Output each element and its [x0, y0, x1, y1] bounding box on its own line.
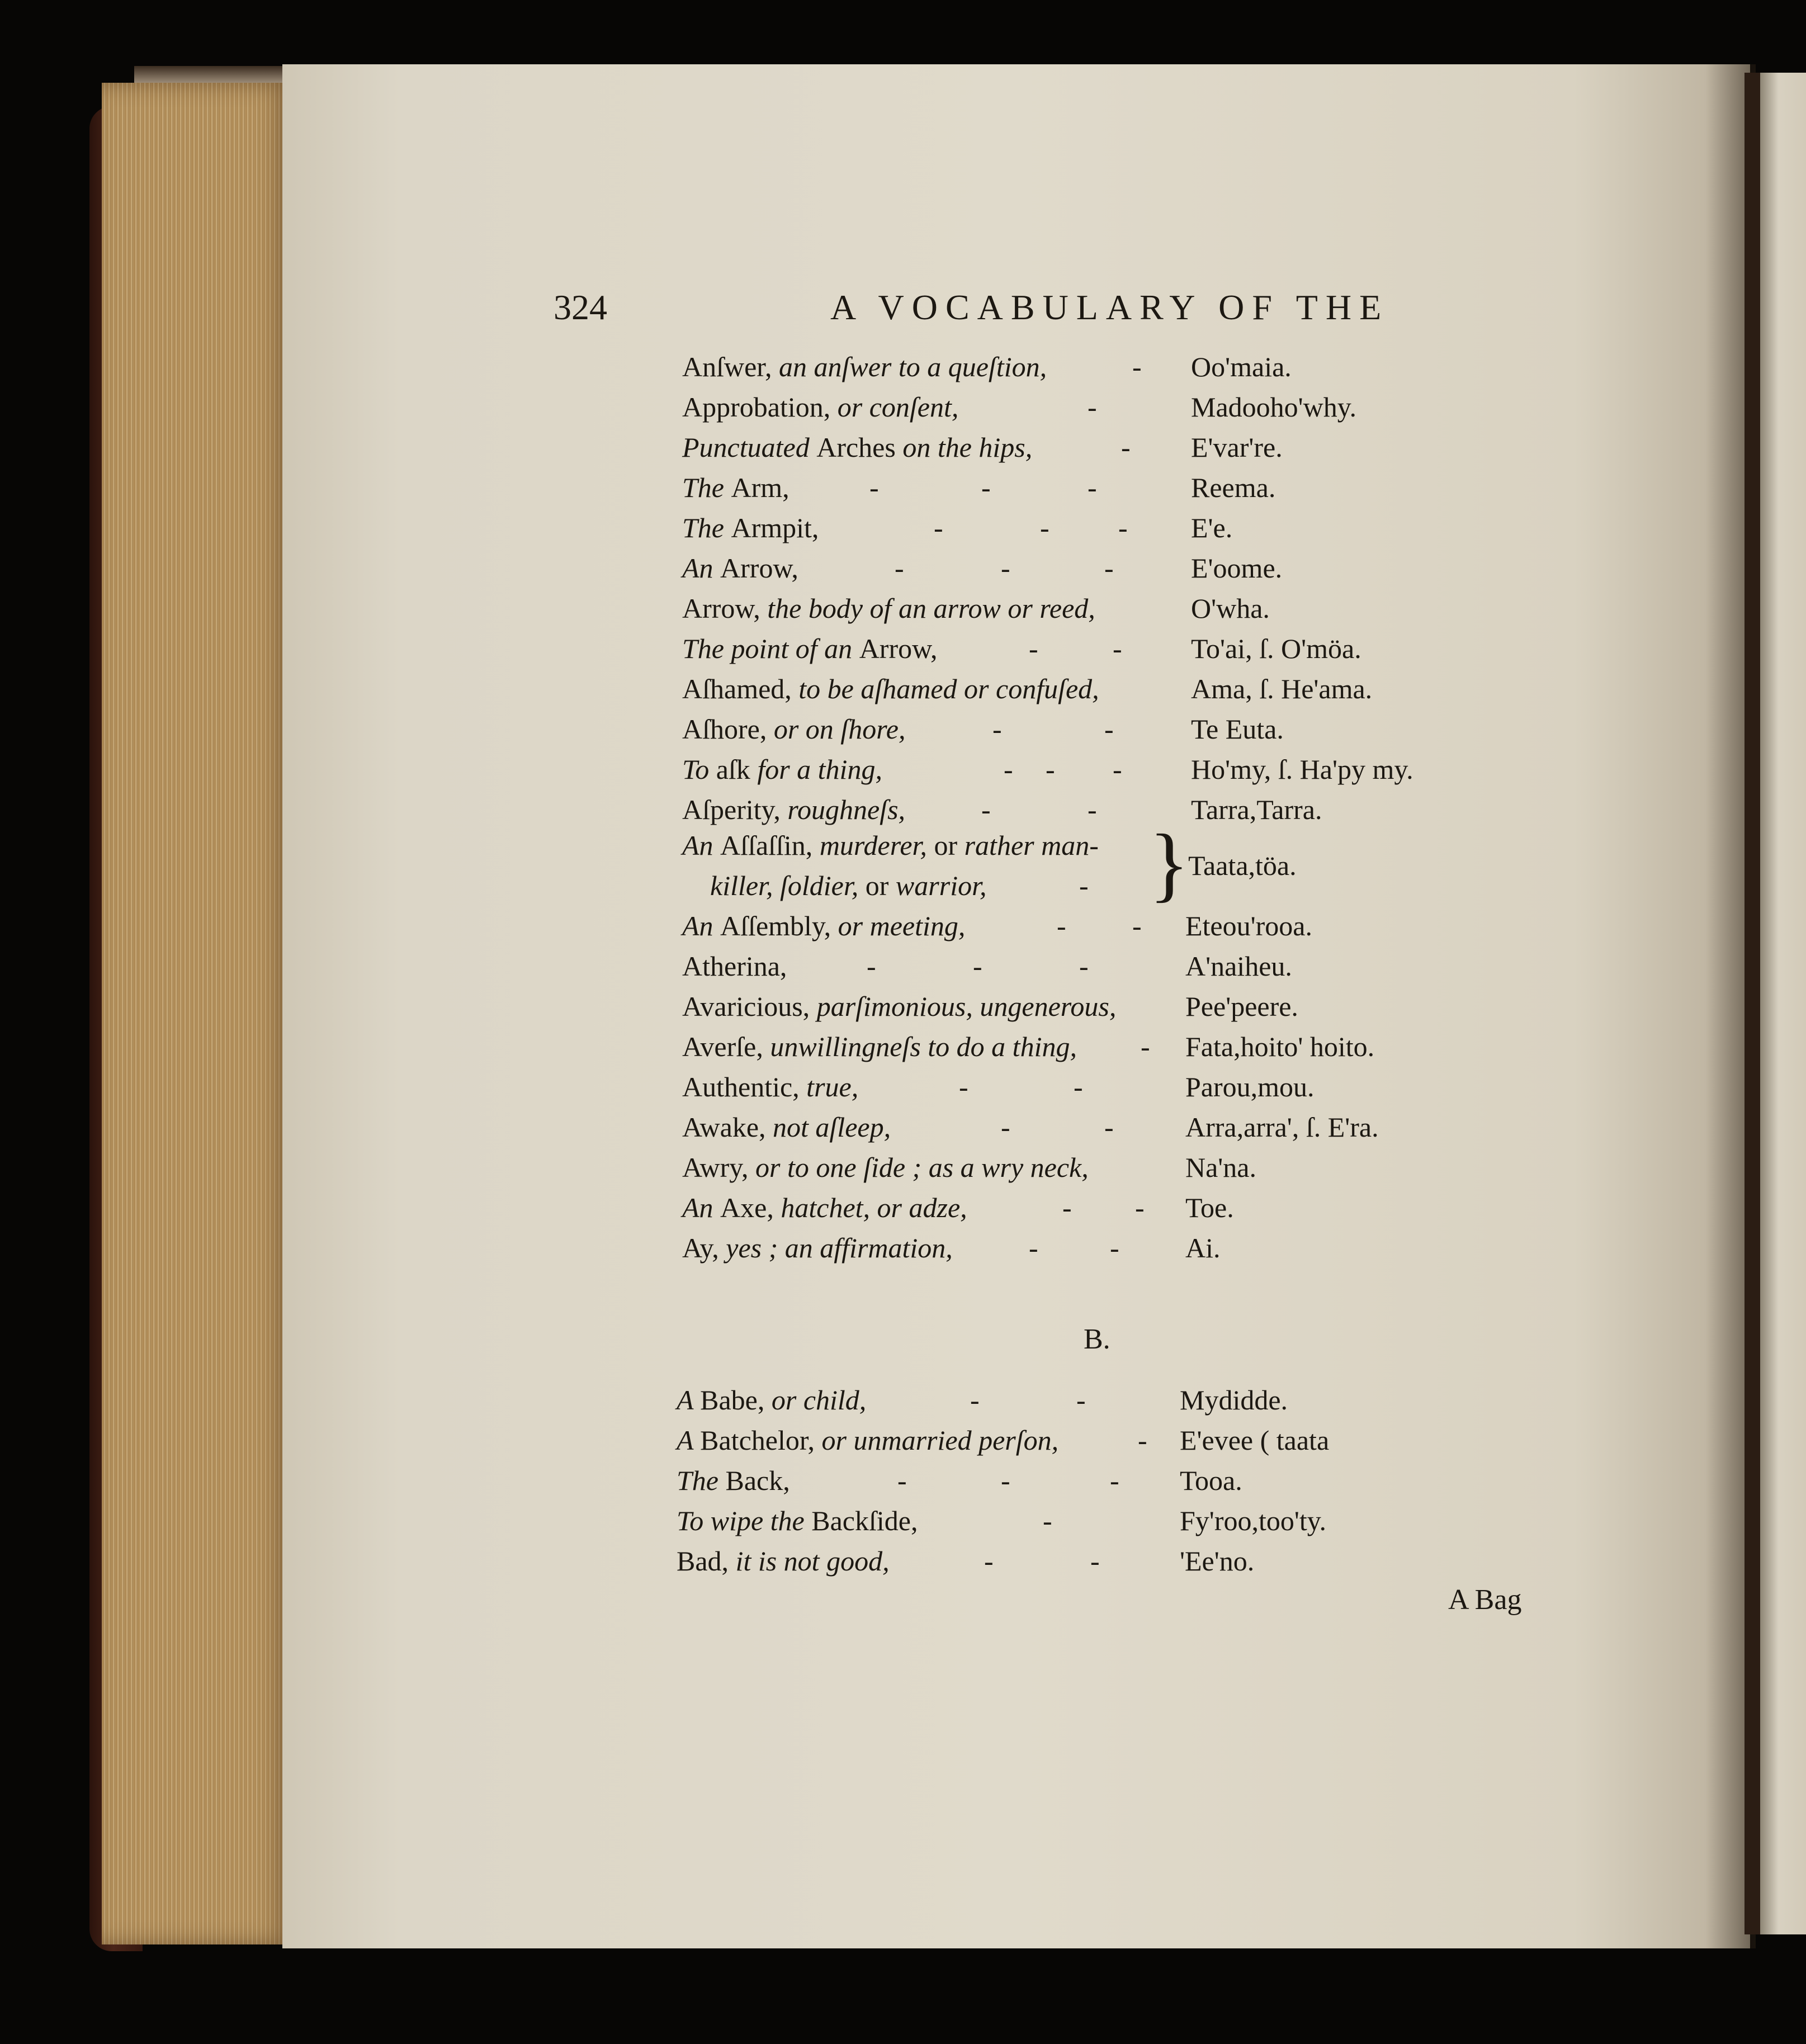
vocab-entry	[0, 548, 1806, 588]
term-roman: Aſperity,	[682, 794, 788, 825]
entry-translation: Ama, ſ. He'ama.	[1191, 673, 1373, 704]
vocab-entry	[0, 709, 1806, 749]
vocab-entry	[0, 467, 1806, 508]
term-roman: Arches	[816, 432, 903, 463]
leader-dash: -	[1132, 351, 1142, 382]
leader-dash: -	[1090, 1545, 1100, 1577]
vocab-entry	[0, 347, 1806, 387]
entry-translation: Na'na.	[1185, 1152, 1257, 1183]
entry-translation: Tarra,Tarra.	[1191, 794, 1322, 825]
leader-dash: -	[1079, 870, 1089, 901]
term-roman: Approbation,	[682, 391, 838, 423]
term-italic: on the hips,	[902, 432, 1033, 463]
leader-dash: -	[1088, 391, 1097, 423]
term-roman: Atherina,	[682, 950, 787, 982]
page-number: 324	[554, 287, 607, 327]
vocab-entry	[0, 508, 1806, 548]
vocab-entry	[0, 1541, 1806, 1581]
catchword: A Bag	[1448, 1584, 1522, 1616]
entry-term	[682, 387, 958, 427]
entry-term	[682, 508, 819, 548]
term-italic: A	[677, 1384, 701, 1416]
term-roman: Axe,	[720, 1192, 781, 1223]
leader-dash: -	[1138, 1425, 1147, 1456]
term-roman: Authentic,	[682, 1071, 807, 1103]
term-roman: Bad,	[677, 1545, 736, 1577]
leader-dash: -	[970, 1384, 980, 1416]
term-roman: Awake,	[682, 1111, 773, 1143]
entry-term	[682, 1107, 891, 1147]
entry-term	[682, 347, 1047, 387]
entry-term	[677, 1380, 866, 1420]
term-italic: the body of an arrow or reed,	[767, 593, 1095, 624]
leader-dash: -	[1088, 794, 1097, 825]
vocab-entry	[0, 1067, 1806, 1107]
term-roman: Backſide,	[811, 1505, 918, 1536]
running-title: A VOCABULARY OF THE	[830, 287, 1389, 327]
leader-dash: -	[1043, 1505, 1052, 1536]
leader-dash: -	[1079, 950, 1089, 982]
leader-dash: -	[1001, 552, 1010, 584]
entry-translation: A'naiheu.	[1185, 950, 1292, 982]
leader-dash: -	[981, 472, 991, 503]
vocab-entry	[0, 1380, 1806, 1420]
leader-dash: -	[1104, 1111, 1114, 1143]
entry-term	[682, 1187, 967, 1228]
leader-dash: -	[984, 1545, 994, 1577]
leader-dash: -	[934, 512, 943, 543]
leader-dash: -	[1113, 754, 1122, 785]
vocab-entry	[0, 789, 1806, 830]
vocab-entry	[0, 1107, 1806, 1147]
vocab-entry	[0, 946, 1806, 986]
term-roman: Avaricious,	[682, 991, 817, 1022]
term-italic: The	[677, 1465, 726, 1496]
entry-translation: Parou,mou.	[1185, 1071, 1315, 1103]
vocab-entry	[0, 1147, 1806, 1187]
term-italic: an anſwer to a queſtion,	[778, 351, 1047, 382]
entry-translation: Reema.	[1191, 472, 1276, 503]
leader-dash: -	[1074, 1071, 1083, 1103]
entry-translation: Taata,töa.	[1188, 850, 1297, 881]
entry-translation: Eteou'rooa.	[1185, 910, 1312, 941]
term-italic: or conſent,	[837, 391, 959, 423]
leader-dash: -	[981, 794, 991, 825]
term-roman: Arm,	[731, 472, 789, 503]
term-italic: for a thing,	[757, 754, 882, 785]
term-italic: or on ſhore,	[773, 713, 906, 745]
vocab-entry	[0, 588, 1806, 628]
entry-term	[682, 709, 906, 749]
vocab-entry	[0, 749, 1806, 789]
entry-term	[682, 749, 882, 789]
term-italic: warrior,	[895, 870, 987, 901]
term-italic: yes ; an affirmation,	[726, 1232, 953, 1264]
vocab-entry	[0, 669, 1806, 709]
vocab-entry	[0, 1420, 1806, 1460]
entry-translation: Ho'my, ſ. Ha'py my.	[1191, 754, 1413, 785]
entry-term	[682, 1067, 858, 1107]
term-roman: Aſſembly,	[720, 910, 838, 941]
vocab-entry	[0, 427, 1806, 467]
vocab-entry	[0, 1228, 1806, 1268]
entry-translation: E'e.	[1191, 512, 1233, 543]
leader-dash: -	[1088, 472, 1097, 503]
leader-dash: -	[869, 472, 879, 503]
entry-translation: To'ai, ſ. O'möa.	[1191, 633, 1361, 664]
term-roman: Arrow,	[682, 593, 768, 624]
vocab-entry	[0, 1501, 1806, 1541]
vocab-entry	[0, 387, 1806, 427]
term-italic: rather man-	[964, 830, 1099, 861]
term-roman: or	[934, 830, 965, 861]
leader-dash: -	[1104, 552, 1114, 584]
vocab-entry	[0, 1460, 1806, 1501]
term-italic: An	[682, 552, 721, 584]
vocab-entry	[0, 628, 1806, 669]
entry-term	[682, 669, 1099, 709]
term-roman: Back,	[725, 1465, 790, 1496]
term-roman: Aſhore,	[682, 713, 774, 745]
leader-dash: -	[1001, 1465, 1010, 1496]
entry-term	[677, 1541, 890, 1581]
entry-term	[682, 906, 965, 946]
entry-translation: Arra,arra', ſ. E'ra.	[1185, 1111, 1379, 1143]
brace-glyph: }	[1149, 817, 1189, 910]
term-roman: or	[865, 870, 896, 901]
leader-dash: -	[1113, 633, 1122, 664]
term-italic: The	[682, 472, 731, 503]
entry-translation: Ai.	[1185, 1232, 1221, 1264]
leader-dash: -	[1135, 1192, 1145, 1223]
term-roman: Aſſaſſin,	[720, 830, 820, 861]
term-roman: Averſe,	[682, 1031, 770, 1062]
term-italic: roughneſs,	[787, 794, 906, 825]
leader-dash: -	[895, 552, 904, 584]
entry-translation: E'oome.	[1191, 552, 1283, 584]
entry-translation: E'evee ( taata	[1180, 1425, 1330, 1456]
term-italic: To	[682, 754, 716, 785]
term-italic: Punctuated	[682, 432, 817, 463]
term-roman: Babe,	[700, 1384, 772, 1416]
entry-term	[677, 1501, 918, 1541]
term-italic: An	[682, 830, 721, 861]
term-roman: Anſwer,	[682, 351, 779, 382]
leader-dash: -	[973, 950, 982, 982]
term-italic: or child,	[771, 1384, 867, 1416]
term-italic: hatchet, or adze,	[781, 1192, 967, 1223]
vocab-entry	[0, 1187, 1806, 1228]
term-roman: aſk	[716, 754, 758, 785]
entry-translation: Te Euta.	[1191, 713, 1284, 745]
leader-dash: -	[1062, 1192, 1072, 1223]
entry-translation: 'Ee'no.	[1180, 1545, 1255, 1577]
entry-term	[682, 946, 787, 986]
term-roman: Batchelor,	[700, 1425, 822, 1456]
section-letter: B.	[1084, 1323, 1110, 1355]
leader-dash: -	[1121, 432, 1131, 463]
term-italic: or unmarried perſon,	[821, 1425, 1059, 1456]
entry-translation: Fy'roo,too'ty.	[1180, 1505, 1327, 1536]
entry-translation: Tooa.	[1180, 1465, 1242, 1496]
term-roman: Awry,	[682, 1152, 756, 1183]
entry-translation: Fata,hoito' hoito.	[1185, 1031, 1375, 1062]
term-italic: An	[682, 1192, 721, 1223]
vocab-entry	[0, 986, 1806, 1026]
leader-dash: -	[1141, 1031, 1150, 1062]
leader-dash: -	[959, 1071, 968, 1103]
term-roman: Ay,	[682, 1232, 726, 1264]
leader-dash: -	[1040, 512, 1049, 543]
vocab-entry	[0, 845, 1806, 886]
term-roman: Aſhamed,	[682, 673, 799, 704]
leader-dash: -	[1118, 512, 1128, 543]
term-italic: or meeting,	[838, 910, 966, 941]
term-italic: to be aſhamed or confuſed,	[798, 673, 1099, 704]
term-italic: true,	[806, 1071, 859, 1103]
entry-translation: Oo'maia.	[1191, 351, 1292, 382]
leader-dash: -	[1132, 910, 1142, 941]
term-italic: parſimonious, ungenerous,	[816, 991, 1117, 1022]
entry-term	[682, 628, 937, 669]
entry-translation: Mydidde.	[1180, 1384, 1288, 1416]
term-italic: The	[682, 512, 731, 543]
term-italic: killer, ſoldier,	[710, 870, 866, 901]
entry-term	[682, 548, 798, 588]
entry-term	[682, 986, 1116, 1026]
term-italic: To wipe the	[677, 1505, 812, 1536]
leader-dash: -	[1076, 1384, 1086, 1416]
entry-term	[682, 1147, 1089, 1187]
term-italic: or to one ſide ; as a wry neck,	[755, 1152, 1089, 1183]
leader-dash: -	[1029, 633, 1038, 664]
entry-term	[682, 1228, 953, 1268]
term-italic: murderer,	[819, 830, 934, 861]
term-italic: not aſleep,	[773, 1111, 891, 1143]
leader-dash: -	[1001, 1111, 1010, 1143]
term-italic: A	[677, 1425, 701, 1456]
leader-dash: -	[1057, 910, 1066, 941]
leader-dash: -	[1029, 1232, 1038, 1264]
entry-term	[682, 1026, 1077, 1067]
entry-translation: E'var're.	[1191, 432, 1283, 463]
entry-translation: Madooho'why.	[1191, 391, 1357, 423]
entry-translation: O'wha.	[1191, 593, 1270, 624]
term-italic: The point of an	[682, 633, 859, 664]
term-roman: Armpit,	[731, 512, 819, 543]
entry-term	[677, 1460, 790, 1501]
leader-dash: -	[1046, 754, 1055, 785]
entry-term	[682, 467, 789, 508]
term-italic: An	[682, 910, 721, 941]
leader-dash: -	[1110, 1465, 1119, 1496]
vocab-entry	[0, 1026, 1806, 1067]
entry-term	[677, 1420, 1058, 1460]
leader-dash: -	[897, 1465, 907, 1496]
term-italic: unwillingneſs to do a thing,	[770, 1031, 1077, 1062]
leader-dash: -	[1104, 713, 1114, 745]
leader-dash: -	[1110, 1232, 1119, 1264]
entry-translation: Pee'peere.	[1185, 991, 1298, 1022]
leader-dash: -	[992, 713, 1002, 745]
entry-term	[682, 427, 1032, 467]
entry-term	[682, 789, 905, 830]
leader-dash: -	[1004, 754, 1013, 785]
term-italic: it is not good,	[735, 1545, 890, 1577]
entry-term	[682, 588, 1095, 628]
leader-dash: -	[867, 950, 876, 982]
term-roman: Arrow,	[720, 552, 798, 584]
entry-translation: Toe.	[1185, 1192, 1234, 1223]
term-roman: Arrow,	[859, 633, 938, 664]
vocab-entry	[0, 906, 1806, 946]
